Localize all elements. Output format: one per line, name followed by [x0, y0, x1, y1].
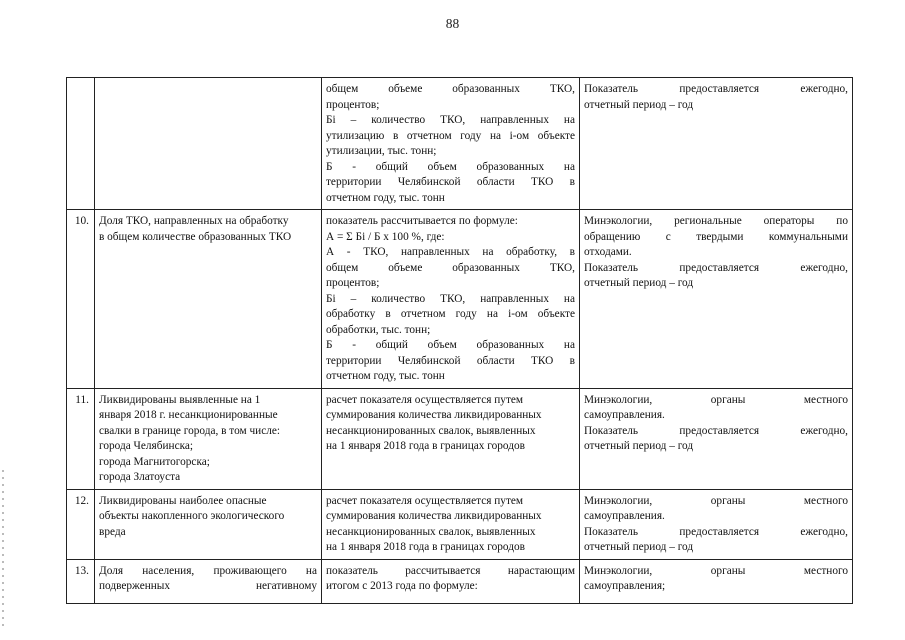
- text-line: несанкционированных свалок, выявленных: [326, 424, 536, 437]
- text-line: Бі – количество ТКО, направленных на: [326, 292, 575, 305]
- text-line: Ликвидированы наиболее опасные: [99, 494, 267, 507]
- text-line: расчет показателя осуществляется путем: [326, 494, 524, 507]
- table-row: [67, 489, 853, 559]
- text-line: суммирования количества ликвидированных: [326, 409, 542, 421]
- text-line: общем объеме образованных ТКО,: [326, 83, 575, 95]
- data-source-cell: [580, 489, 853, 559]
- text-line: Б - общий объем образованных на: [326, 160, 575, 173]
- calculation-method-cell: [322, 559, 580, 603]
- indicator-name-cell: [95, 559, 322, 603]
- text-line: января 2018 г. несанкционированные: [99, 409, 278, 421]
- table-row: [67, 559, 853, 603]
- text-line: города Магнитогорска;: [99, 455, 210, 468]
- text-line: самоуправления.: [584, 409, 665, 421]
- text-line: Минэкологии, органы местного: [584, 564, 848, 577]
- text-line: самоуправления;: [584, 580, 666, 592]
- text-line: Минэкологии, органы местного: [584, 494, 848, 507]
- text-line: города Златоуста: [99, 471, 181, 483]
- text-line: Ликвидированы выявленные на 1: [99, 393, 261, 406]
- text-line: территории Челябинской области ТКО в: [326, 354, 575, 367]
- text-line: утилизацию в отчетном году на і-ом объекте: [326, 129, 575, 142]
- row-number-cell: [67, 78, 95, 210]
- text-line: Показатель предоставляется ежегодно,: [584, 424, 848, 437]
- calculation-method-cell: [322, 489, 580, 559]
- text-line: отчетном году, тыс. тонн: [326, 370, 445, 382]
- calculation-method-cell: [322, 388, 580, 489]
- data-source-cell: [580, 210, 853, 389]
- text-line: утилизации, тыс. тонн;: [326, 145, 437, 157]
- text-line: Минэкологии, региональные операторы по: [584, 215, 848, 227]
- text-line: обращению с твердыми коммунальными: [584, 230, 848, 243]
- text-line: Показатель предоставляется ежегодно,: [584, 261, 848, 274]
- text-line: процентов;: [326, 98, 380, 111]
- row-number-cell: 13.: [67, 559, 95, 603]
- scan-edge-marks: [2, 470, 4, 630]
- text-line: на 1 января 2018 года в границах городов: [326, 541, 525, 553]
- text-line: А - ТКО, направленных на обработку, в: [326, 246, 575, 258]
- text-line: показатель рассчитывается по формуле:: [326, 215, 518, 227]
- text-line: самоуправления.: [584, 510, 665, 522]
- text-line: объекты накопленного экологического: [99, 510, 285, 522]
- text-line: суммирования количества ликвидированных: [326, 510, 542, 522]
- text-line: Доля ТКО, направленных на обработку: [99, 215, 289, 227]
- text-line: обработку в отчетном году на і-ом объекте: [326, 308, 575, 320]
- text-line: Доля населения, проживающего на: [99, 564, 317, 577]
- row-number-cell: 11.: [67, 388, 95, 489]
- text-line: итогом с 2013 года по формуле:: [326, 580, 478, 592]
- indicator-name-cell: [95, 210, 322, 389]
- row-number-cell: 12.: [67, 489, 95, 559]
- text-line: А = Σ Бі / Б х 100 %, где:: [326, 230, 445, 243]
- indicator-name-cell: [95, 388, 322, 489]
- text-line: подверженных негативному: [99, 580, 317, 592]
- data-source-cell: [580, 559, 853, 603]
- text-line: Бі – количество ТКО, направленных на: [326, 114, 575, 126]
- text-line: города Челябинска;: [99, 440, 194, 452]
- text-line: расчет показателя осуществляется путем: [326, 393, 524, 406]
- page-number: 88: [445, 16, 460, 31]
- calculation-method-cell: [322, 210, 580, 389]
- indicators-table: [66, 77, 853, 604]
- data-source-cell: [580, 388, 853, 489]
- text-line: в общем количестве образованных ТКО: [99, 230, 292, 243]
- text-line: процентов;: [326, 277, 380, 289]
- text-line: отчетный период – год: [584, 440, 694, 452]
- text-line: общем объеме образованных ТКО,: [326, 261, 575, 274]
- text-line: отчетный период – год: [584, 541, 694, 553]
- text-line: несанкционированных свалок, выявленных: [326, 525, 536, 538]
- text-line: Минэкологии, органы местного: [584, 393, 848, 406]
- table-row: [67, 388, 853, 489]
- calculation-method-cell: [322, 78, 580, 210]
- text-line: свалки в границе города, в том числе:: [99, 424, 281, 437]
- text-line: отчетный период – год: [584, 277, 694, 289]
- indicator-name-cell: [95, 489, 322, 559]
- text-line: отчетном году, тыс. тонн: [326, 191, 445, 204]
- text-line: территории Челябинской области ТКО в: [326, 176, 575, 188]
- text-line: Показатель предоставляется ежегодно,: [584, 525, 848, 538]
- text-line: Показатель предоставляется ежегодно,: [584, 83, 848, 95]
- text-line: на 1 января 2018 года в границах городов: [326, 440, 525, 452]
- text-line: показатель рассчитывается нарастающим: [326, 564, 575, 577]
- table-row: [67, 210, 853, 389]
- text-line: отчетный период – год: [584, 98, 694, 111]
- row-number-cell: 10.: [67, 210, 95, 389]
- indicator-name-cell: [95, 78, 322, 210]
- text-line: вреда: [99, 525, 126, 538]
- table-row: [67, 78, 853, 210]
- data-source-cell: [580, 78, 853, 210]
- text-line: Б - общий объем образованных на: [326, 339, 575, 351]
- text-line: обработки, тыс. тонн;: [326, 323, 431, 336]
- text-line: отходами.: [584, 246, 632, 258]
- table-body: [67, 78, 853, 604]
